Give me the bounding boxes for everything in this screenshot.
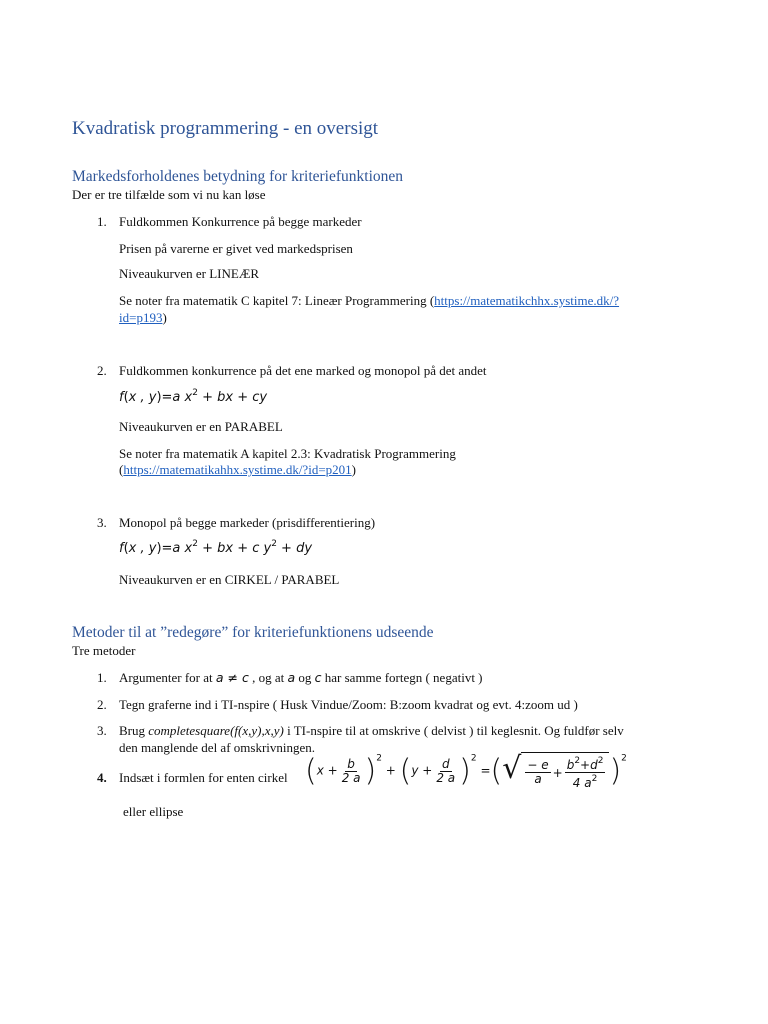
note-line (119, 293, 619, 309)
math-inline: c (314, 670, 322, 685)
section-intro: Der er tre tilfælde som vi nu kan løse (72, 187, 266, 202)
list-number: 2. (97, 363, 107, 378)
method-4-text: Indsæt i formlen for enten cirkel (119, 770, 288, 785)
systime-link-c-cont[interactable]: id=p193 (119, 310, 163, 325)
list-number: 3. (97, 515, 107, 530)
note-line (119, 462, 356, 478)
list-item-text: Niveaukurven er en CIRKEL / PARABEL (119, 572, 340, 587)
text-part: , og at (248, 670, 288, 685)
formula-circle-parabola: f(x , y)=a $x^2$ + bx + c $y^2$ + dy (119, 539, 313, 556)
list-item-text: Fuldkommen Konkurrence på begge markeder (119, 214, 362, 229)
list-number: 4. (97, 770, 107, 785)
text-part: Brug (119, 723, 149, 738)
list-item-text: Prisen på varerne er givet ved markedsprisen (119, 241, 353, 256)
section-heading-methods: Metoder til at ”redegøre” for kriteriefunktionens udseende (72, 624, 434, 641)
method-1-text (119, 670, 483, 686)
method-2-text: Tegn graferne ind i TI-nspire ( Husk Vindue/Zoom: B:zoom kvadrat og evt. 4:zoom ud ) (119, 697, 578, 712)
list-number: 1. (97, 670, 107, 685)
note-line (119, 310, 167, 326)
command-text: completesquare(f(x,y),x,y) (148, 723, 284, 738)
list-number: 3. (97, 723, 107, 738)
text-part: Argumenter for at (119, 670, 216, 685)
formula-circle: (x + $\frac{b}{2 a}$ )$^2$ + (y + $\frac{d}{2 a}$ )$^2$ =( √ $\frac{- e}{a}$ + $\frac{b^2+d^2}{4 a^2}$ )$^2$ (305, 751, 627, 790)
text-part: i TI-nspire til at omskrive ( delvist ) til keglesnit. Og fuldfør selv (283, 723, 624, 738)
list-item-text: Fuldkommen konkurrence på det ene marked og monopol på det andet (119, 363, 487, 378)
page-title: Kvadratisk programmering - en oversigt (72, 118, 379, 139)
paren-open: ( (119, 462, 124, 477)
ellipse-text: eller ellipse (123, 804, 184, 819)
list-item-text: Niveaukurven er en PARABEL (119, 419, 283, 434)
list-number: 2. (97, 697, 107, 712)
section-heading-markets: Markedsforholdenes betydning for kriteriefunktionen (72, 168, 404, 185)
list-number: 1. (97, 214, 107, 229)
systime-link-a[interactable]: https://matematikahhx.systime.dk/?id=p201 (123, 462, 352, 477)
text-part: og (295, 670, 315, 685)
note-text: Se noter fra matematik A kapitel 2.3: Kvadratisk Programmering (119, 446, 456, 461)
text-part: har samme fortegn ( negativt ) (321, 670, 483, 685)
method-3-text-cont: den manglende del af omskrivningen. (119, 740, 316, 755)
method-3-text (119, 723, 624, 739)
section-intro: Tre metoder (72, 643, 136, 658)
list-item-text: Niveaukurven er LINEÆR (119, 266, 260, 281)
systime-link-c[interactable]: https://matematikchhx.systime.dk/? (434, 293, 620, 308)
paren-close: ) (351, 462, 356, 477)
formula-parabola: f(x , y)=a $x^2$ + bx + cy (119, 388, 268, 405)
math-inline: a ≠ c (215, 670, 249, 685)
math-inline: a (287, 670, 296, 685)
note-text: ) (162, 310, 167, 325)
list-item-text: Monopol på begge markeder (prisdifferentiering) (119, 515, 376, 530)
note-text: Se noter fra matematik C kapitel 7: Lineær Programmering ( (119, 293, 435, 308)
